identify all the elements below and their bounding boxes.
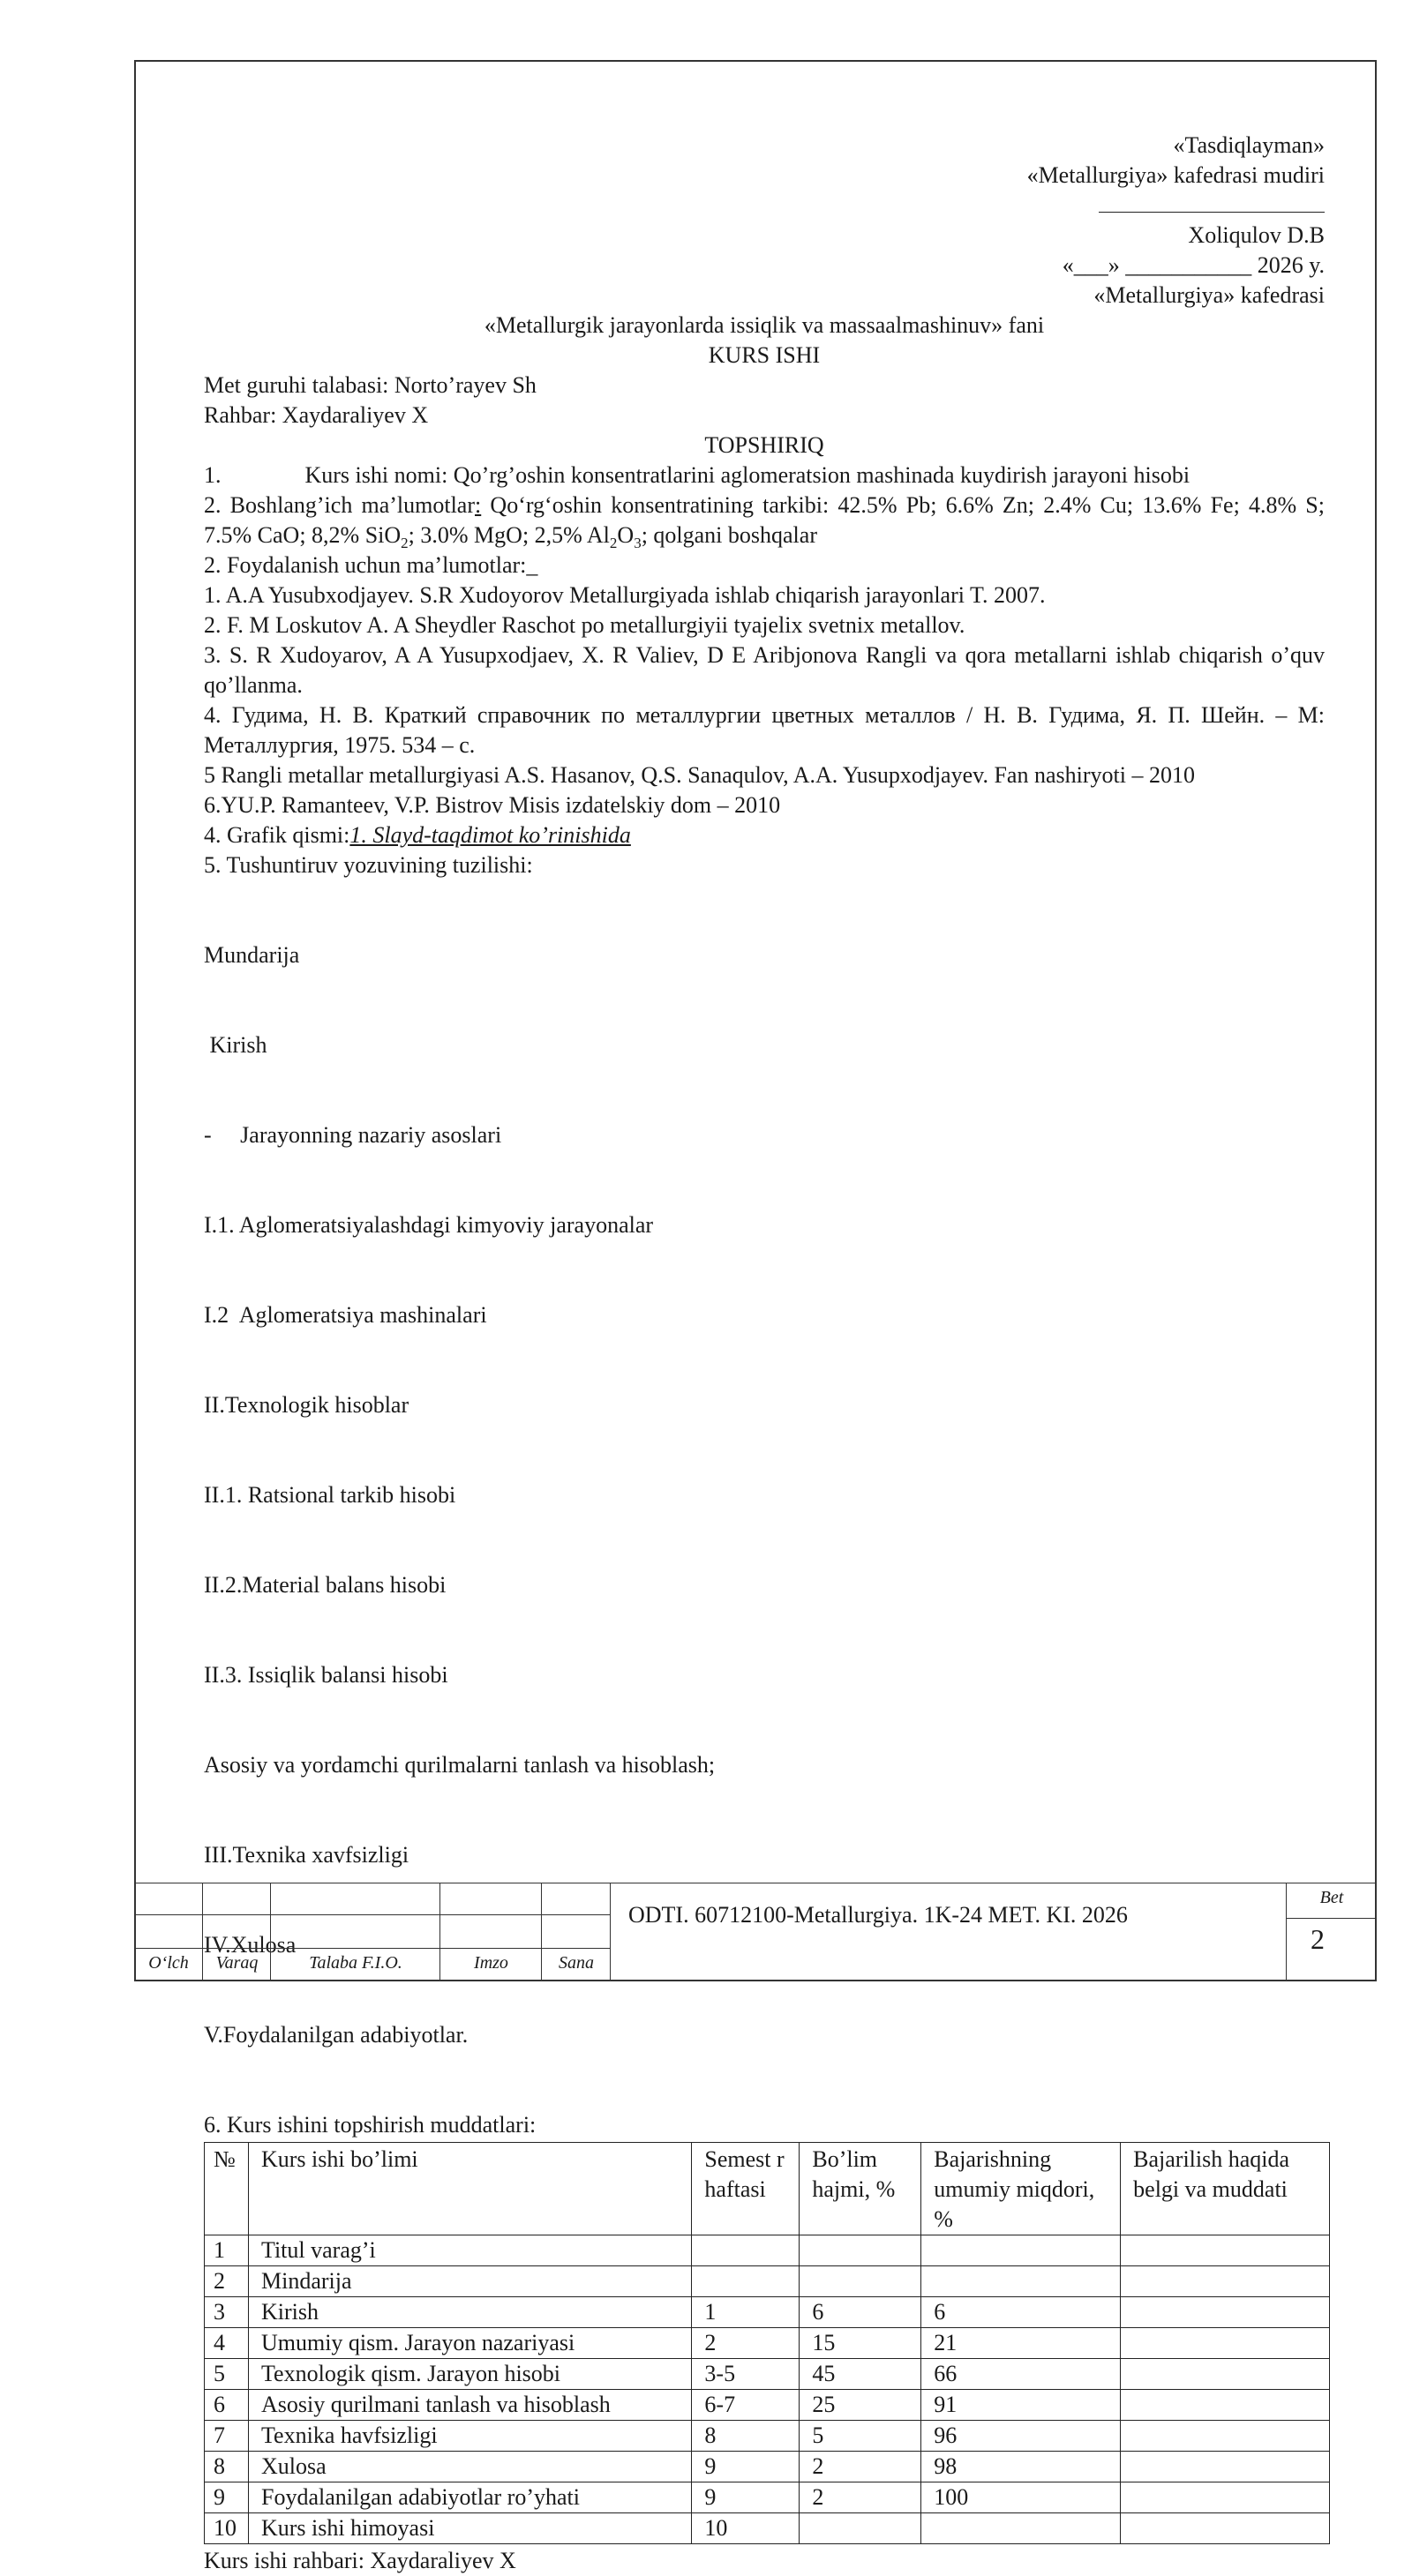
table-cell: 100 [921, 2482, 1121, 2513]
table-cell: Kurs ishi himoyasi [248, 2513, 691, 2544]
table-cell: 7 [205, 2421, 249, 2452]
table-cell [1121, 2359, 1330, 2390]
approval-line: «Tasdiqlayman» [1173, 132, 1325, 158]
table-cell [1121, 2328, 1330, 2359]
table-cell: Asosiy qurilmani tanlash va hisoblash [248, 2390, 691, 2421]
page-number: 2 [1311, 1923, 1325, 1955]
table-cell [1121, 2390, 1330, 2421]
document-body [204, 131, 1325, 2576]
task-title: TOPSHIRIQ [704, 432, 824, 458]
header-cell: Bajarishning umumiy miqdori, % [921, 2143, 1121, 2235]
table-cell [921, 2266, 1121, 2297]
reference-item: 6.YU.P. Ramanteev, V.P. Bistrov Misis izdatelskiy dom – 2010 [204, 792, 781, 818]
footer-supervisor: Kurs ishi rahbari: Xaydaraliyev X [204, 2548, 516, 2573]
table-cell: 3-5 [692, 2359, 800, 2390]
table-cell: 9 [692, 2452, 800, 2482]
table-row [205, 2328, 1330, 2359]
table-cell: 6 [205, 2390, 249, 2421]
structure-item: Asosiy va yordamchi qurilmalarni tanlash va hisoblash; [204, 1752, 716, 1778]
approval-block [204, 131, 1325, 311]
table-cell [1121, 2482, 1330, 2513]
table-cell: 6-7 [692, 2390, 800, 2421]
table-cell [1121, 2235, 1330, 2266]
table-cell [921, 2235, 1121, 2266]
table-cell: 96 [921, 2421, 1121, 2452]
table-cell: 1 [692, 2297, 800, 2328]
structure-item: II.3. Issiqlik balansi hisobi [204, 1662, 448, 1688]
deadlines-heading: 6. Kurs ishini topshirish muddatlari: [204, 2112, 537, 2138]
sheet-label: Bet [1319, 1888, 1344, 1907]
structure-item: V.Foydalanilgan adabiyotlar. [204, 2022, 469, 2048]
stamp-label: Imzo [474, 1953, 508, 1973]
reference-item: 5 Rangli metallar metallurgiyasi A.S. Hasanov, Q.S. Sanaqulov, A.A. Yusupxodjayev. Fan nashiryoti – 2010 [204, 762, 1195, 788]
table-row [205, 2513, 1330, 2544]
references-heading: 2. Foydalanish uchun ma’lumotlar:_ [204, 552, 538, 578]
structure-item: - Jarayonning nazariy asoslari [204, 1122, 502, 1148]
table-cell [1121, 2297, 1330, 2328]
table-cell [1121, 2421, 1330, 2452]
table-cell: 45 [800, 2359, 921, 2390]
stamp-label: Varaq [215, 1953, 259, 1973]
table-cell [692, 2266, 800, 2297]
stamp-label: Talaba F.I.O. [309, 1953, 402, 1973]
table-header-row [205, 2143, 1330, 2235]
table-cell [1121, 2452, 1330, 2482]
header-cell: Bajarilish haqida belgi va muddati [1121, 2143, 1330, 2235]
table-cell: Umumiy qism. Jarayon nazariyasi [248, 2328, 691, 2359]
table-cell: 1 [205, 2235, 249, 2266]
table-cell: 9 [205, 2482, 249, 2513]
stamp-label: Sana [559, 1953, 594, 1973]
table-cell [692, 2235, 800, 2266]
structure-item: II.1. Ratsional tarkib hisobi [204, 1482, 456, 1508]
graphic-part: 4. Grafik qismi:1. Slayd-taqdimot ko’rinishida [204, 822, 631, 848]
table-cell [800, 2513, 921, 2544]
table-cell: 98 [921, 2452, 1121, 2482]
supervisor-name: Rahbar: Xaydaraliyev X [204, 402, 429, 428]
table-cell: 2 [205, 2266, 249, 2297]
subject-title: «Metallurgik jarayonlarda issiqlik va massaalmashinuv» fani [484, 312, 1045, 338]
stamp-label: O‘lch [148, 1953, 189, 1973]
table-row [205, 2297, 1330, 2328]
item-number: 1. [204, 462, 222, 488]
header-cell: Semest r haftasi [692, 2143, 800, 2235]
signature-line [204, 191, 1325, 221]
document-code: ODTI. 60712100-Metallurgiya. 1K-24 MET. KI. 2026 [628, 1902, 1128, 1928]
approval-date: «___» ___________ 2026 y. [1062, 252, 1325, 278]
table-cell [1121, 2513, 1330, 2544]
table-cell: 2 [800, 2482, 921, 2513]
approval-dept: «Metallurgiya» kafedrasi [1093, 282, 1325, 308]
structure-item: Mundarija [204, 942, 300, 968]
table-cell [800, 2266, 921, 2297]
title-block [134, 1883, 1377, 1981]
table-cell: Mindarija [248, 2266, 691, 2297]
table-cell: Xulosa [248, 2452, 691, 2482]
table-row [205, 2390, 1330, 2421]
approval-position: «Metallurgiya» kafedrasi mudiri [1026, 162, 1325, 188]
structure-item: I.1. Aglomeratsiyalashdagi kimyoviy jarayonalar [204, 1212, 654, 1238]
task-item-1 [204, 461, 1325, 490]
structure-item: I.2 Aglomeratsiya mashinalari [204, 1302, 487, 1328]
reference-item: 1. A.A Yusubxodjayev. S.R Xudoyorov Metallurgiyada ishlab chiqarish jarayonlari T. 2007. [204, 582, 1046, 608]
table-row [205, 2235, 1330, 2266]
table-cell: 66 [921, 2359, 1121, 2390]
schedule-table [204, 2142, 1330, 2544]
student-name: Met guruhi talabasi: Norto’rayev Sh [204, 372, 537, 398]
table-cell: 21 [921, 2328, 1121, 2359]
table-cell [921, 2513, 1121, 2544]
table-cell: 2 [800, 2452, 921, 2482]
header-cell: Bo’lim hajmi, % [800, 2143, 921, 2235]
table-cell: 15 [800, 2328, 921, 2359]
document-title: KURS ISHI [708, 342, 821, 368]
table-cell: 4 [205, 2328, 249, 2359]
structure-heading: 5. Tushuntiruv yozuvining tuzilishi: [204, 852, 533, 878]
table-row [205, 2359, 1330, 2390]
approver-name: Xoliqulov D.B [1188, 222, 1325, 248]
table-row [205, 2266, 1330, 2297]
graphic-value: 1. Slayd-taqdimot ko’rinishida [349, 822, 631, 848]
table-cell: 9 [692, 2482, 800, 2513]
table-cell: 10 [205, 2513, 249, 2544]
reference-item: 4. Гудима, Н. В. Краткий справочник по металлургии цветных металлов / Н. В. Гудима, Я. П. Шейн. – М: Металлургия, 1975. 534 – с. [204, 702, 1325, 758]
structure-item: Kirish [204, 1032, 267, 1058]
item-text: Kurs ishi nomi: Qo’rg’oshin konsentratlarini aglomeratsion mashinada kuydirish jarayoni hisobi [304, 462, 1190, 488]
table-cell: 25 [800, 2390, 921, 2421]
table-cell: 5 [800, 2421, 921, 2452]
reference-item: 2. F. M Loskutov A. A Sheydler Raschot po metallurgiyii tyajelix svetnix metallov. [204, 612, 965, 638]
table-cell: 91 [921, 2390, 1121, 2421]
reference-item: 3. S. R Xudoyarov, A A Yusupxodjaev, X. R Valiev, D E Aribjonova Rangli va qora metallarni ishlab chiqarish o’quv qo’llanma. [204, 642, 1325, 698]
table-row [205, 2482, 1330, 2513]
table-cell: 6 [800, 2297, 921, 2328]
table-cell: 10 [692, 2513, 800, 2544]
table-row [205, 2421, 1330, 2452]
table-cell: 8 [692, 2421, 800, 2452]
table-cell: Texnika havfsizligi [248, 2421, 691, 2452]
structure-item: II.2.Material balans hisobi [204, 1572, 447, 1598]
header-cell: Kurs ishi bo’limi [248, 2143, 691, 2235]
table-cell [800, 2235, 921, 2266]
structure-item: II.Texnologik hisoblar [204, 1392, 409, 1418]
table-cell: 6 [921, 2297, 1121, 2328]
table-cell: Kirish [248, 2297, 691, 2328]
table-cell: Texnologik qism. Jarayon hisobi [248, 2359, 691, 2390]
structure-item: III.Texnika xavfsizligi [204, 1842, 409, 1868]
task-item-2: 2. Boshlang’ich ma’lumotlar: Qo‘rg‘oshin konsentratining tarkibi: 42.5% Pb; 6.6% Zn; 2.4% Cu; 13.6% Fe; 4.8% S; 7.5% CaO; 8,2% SiO$_2$; 3.0% MgO; 2,5% $Al_2O_3$; qolgani boshqalar [204, 492, 1325, 552]
header-cell: № [205, 2143, 249, 2235]
table-cell: 8 [205, 2452, 249, 2482]
table-cell: 5 [205, 2359, 249, 2390]
table-cell: 2 [692, 2328, 800, 2359]
table-cell: Foydalanilgan adabiyotlar ro’yhati [248, 2482, 691, 2513]
table-cell: Titul varag’i [248, 2235, 691, 2266]
table-cell: 3 [205, 2297, 249, 2328]
structure-item: IV.Xulosa [204, 1932, 297, 1958]
table-cell [1121, 2266, 1330, 2297]
table-row [205, 2452, 1330, 2482]
